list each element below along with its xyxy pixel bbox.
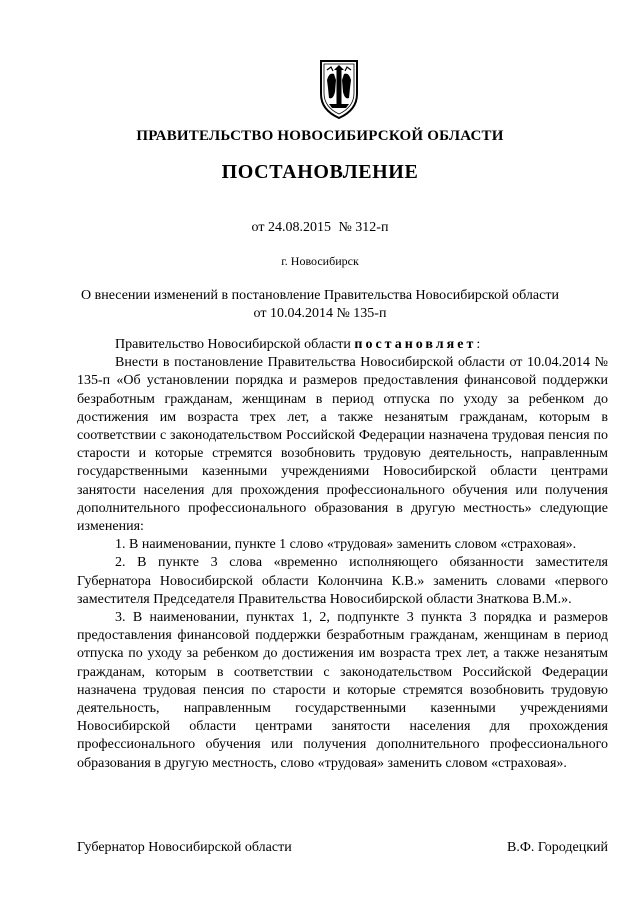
document-date: от 24.08.2015 bbox=[251, 220, 331, 235]
document-number-line bbox=[0, 220, 640, 236]
signatory-position: Губернатор Новосибирской области bbox=[77, 840, 292, 855]
document-body bbox=[77, 336, 608, 773]
intro-suffix: : bbox=[476, 337, 481, 352]
document-subject bbox=[60, 287, 580, 323]
intro-paragraph bbox=[77, 336, 608, 354]
document-number: № 312-п bbox=[338, 220, 389, 235]
subject-line-2: от 10.04.2014 № 135-п bbox=[253, 306, 387, 321]
document-city: г. Новосибирск bbox=[281, 254, 359, 268]
coat-of-arms-icon bbox=[315, 58, 363, 120]
signatory-name: В.Ф. Городецкий bbox=[507, 840, 608, 855]
paragraph-2: 2. В пункте 3 слова «временно исполняющего обязанности заместителя Губернатора Новосибирской области Колончина К.В.» заменить словами «первого заместителя Председателя Правительства Новосибирской области Знаткова В.М.». bbox=[77, 555, 608, 607]
main-paragraph: Внести в постановление Правительства Новосибирской области от 10.04.2014 № 135-п «Об установлении порядка и размеров предоставления финансовой поддержки безработным гражданам, женщинам в период отпуска по уходу за ребенком до достижения им возраста трех лет, а также незанятым гражданам, которым в соответствии с законодательством Российской Федерации назначена трудовая пенсия по старости и которые стремятся возобновить трудовую деятельность, направленным государственными казенными учреждениями Новосибирской области центрами занятости населения для прохождения профессионального обучения или получения дополнительного профессионального образования в другую местность» следующие изменения: bbox=[77, 355, 608, 535]
decree-word: постановляет bbox=[354, 337, 477, 352]
paragraph-3: 3. В наименовании, пунктах 1, 2, подпункте 3 пункта 3 порядка и размеров предоставления финансовой поддержки безработным гражданам, женщинам в период отпуска по уходу за ребенком до достижения им возраста трех лет, а также незанятым гражданам, которым в соответствии с законодательством Российской Федерации назначена трудовая пенсия по старости и которые стремятся возобновить трудовую деятельность, направленным государственными казенными учреждениями Новосибирской области центрами занятости населения для прохождения профессионального обучения или получения дополнительного профессионального образования в другую местность, слово «трудовая» заменить словом «страховая». bbox=[77, 610, 608, 771]
signature-block bbox=[77, 840, 608, 856]
document-type: ПОСТАНОВЛЕНИЕ bbox=[221, 161, 419, 183]
paragraph-1: 1. В наименовании, пункте 1 слово «трудовая» заменить словом «страховая». bbox=[115, 537, 577, 553]
organization-title: ПРАВИТЕЛЬСТВО НОВОСИБИРСКОЙ ОБЛАСТИ bbox=[136, 128, 504, 144]
intro-prefix: Правительство Новосибирской области bbox=[115, 337, 355, 352]
subject-line-1: О внесении изменений в постановление Правительства Новосибирской области bbox=[81, 288, 559, 303]
